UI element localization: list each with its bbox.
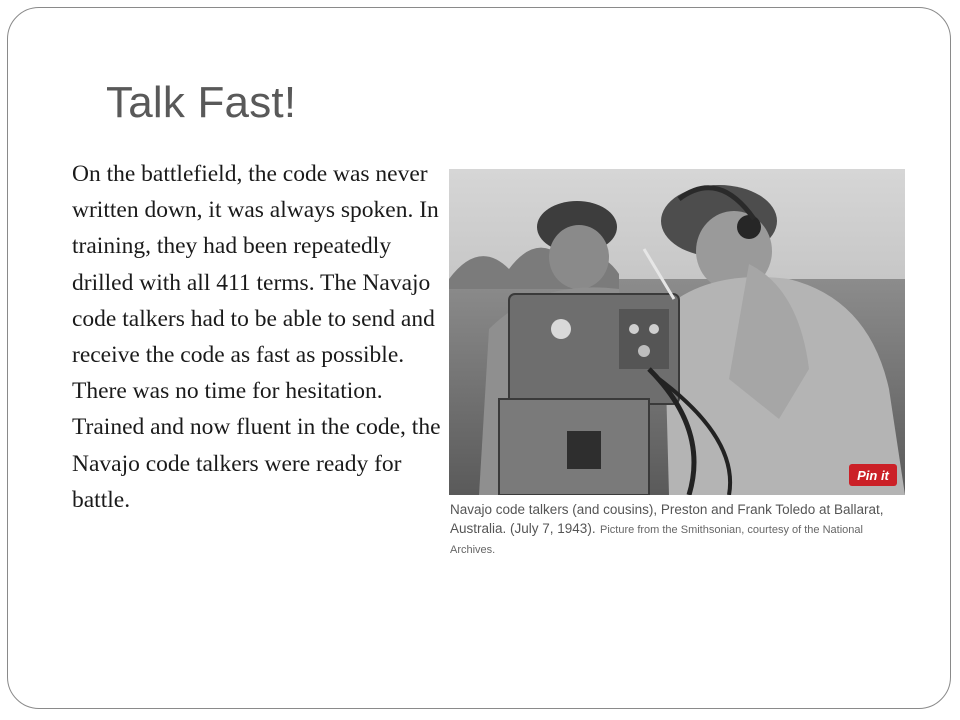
historical-photo: [449, 169, 905, 495]
photo-caption: [450, 500, 910, 560]
photo-illustration: [449, 169, 905, 495]
pin-it-button[interactable]: Pin it: [849, 464, 897, 486]
caption-main: Navajo code talkers (and cousins), Preston and Frank Toledo at Ballarat, Australia. (July 7, 1943).: [450, 502, 884, 536]
slide-title: Talk Fast!: [106, 78, 297, 127]
caption-source: Picture from the Smithsonian, courtesy of the National Archives.: [450, 524, 863, 556]
body-paragraph: On the battlefield, the code was never written down, it was always spoken. In training, they had been repeatedly drilled with all 411 terms. The Navajo code talkers had to be able to send and receive the code as fast as possible. There was no time for hesitation. Trained and now fluent in the code, the Navajo code talkers were ready for battle.: [72, 161, 441, 513]
